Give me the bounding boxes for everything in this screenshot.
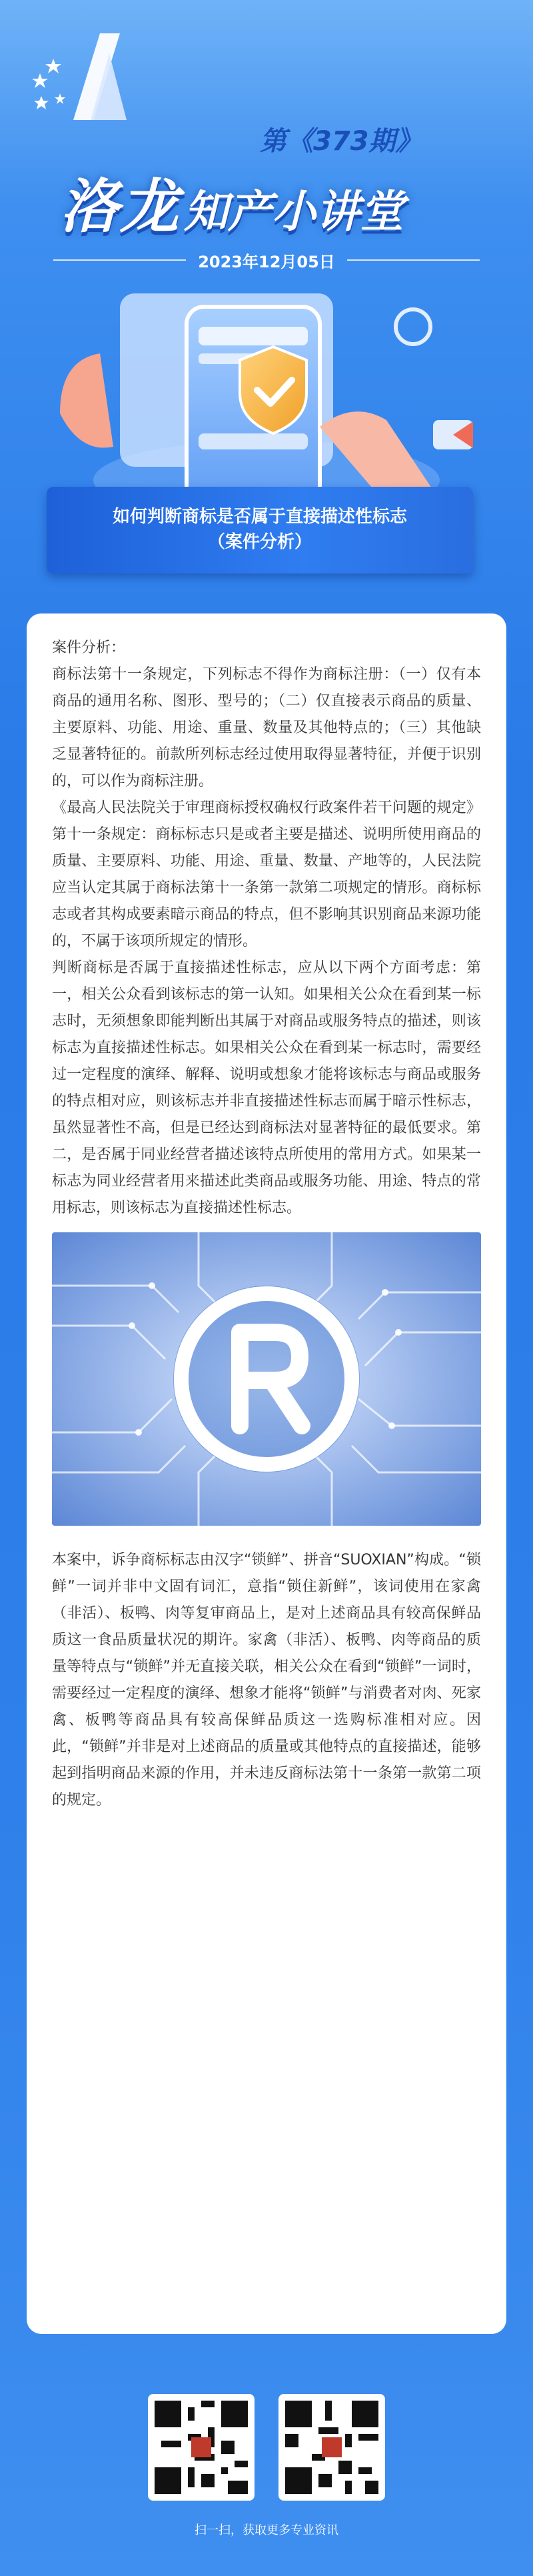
- paragraph: 案件分析：: [52, 639, 126, 656]
- topic-subtitle: （案件分析）: [207, 532, 312, 552]
- title-brand: 洛龙: [60, 172, 181, 241]
- header: [0, 0, 533, 587]
- paragraph: 商标法第十一条规定，下列标志不得作为商标注册：（一）仅有本商品的通用名称、图形、型号的；（二）仅直接表示商品的质量、主要原料、功能、用途、重量、数量及其他特点的；（三）其他缺乏显著特征的。前款所列标志经过使用取得显著特征，并便于识别的，可以作为商标注册。: [52, 666, 481, 790]
- topic-banner: [47, 487, 473, 573]
- divider: [53, 259, 186, 261]
- paragraph: 本案中，诉争商标标志由汉字“锁鲜”、拼音“SUOXIAN”构成。“锁鲜”一词并非中文固有词汇，意指“锁住新鲜”，该词使用在家禽（非活）、板鸭、肉等复审商品上，是对上述商品具有较高保鲜品质这一食品质量状况的期许。家禽（非活）、板鸭、肉等商品的质量等特点与“锁鲜”并无直接关联，相关公众在看到“锁鲜”一词时，需要经过一定程度的演绎、想象才能将“锁鲜”与消费者对肉、死家禽、板鸭等商品具有较高保鲜品质这一选购标准相对应。因此，“锁鲜”并非是对上述商品的质量或其他特点的直接描述，能够起到指明商品来源的作用，并未违反商标法第十一条第一款第二项的规定。: [52, 1552, 481, 1808]
- logo-icon: [27, 27, 133, 127]
- trademark-symbol-image: [52, 1232, 481, 1526]
- qr-code-icon: [285, 2401, 378, 2494]
- issue-number: 第《373期》: [260, 126, 422, 157]
- title-subtitle: 知产小讲堂: [184, 186, 404, 237]
- footer-caption: 扫一扫，获取更多专业资讯: [195, 2523, 338, 2537]
- qr-code-icon: [155, 2401, 248, 2494]
- qr-code: [278, 2394, 385, 2501]
- page-title: [60, 160, 404, 244]
- publish-date: 2023年12月05日: [198, 252, 335, 271]
- qr-code: [148, 2394, 255, 2501]
- date-row: [53, 250, 480, 270]
- paragraph: 《最高人民法院关于审理商标授权确权行政案件若干问题的规定》第十一条规定：商标标志只是或者主要是描述、说明所使用商品的质量、主要原料、功能、用途、重量、数量、产地等的，人民法院应当认定其属于商标法第十一条第一款第二项规定的情形。商标标志或者其构成要素暗示商品的特点，但不影响其识别商品来源功能的，不属于该项所规定的情形。: [52, 800, 481, 950]
- qr-codes: [0, 2394, 533, 2501]
- paragraph: 判断商标是否属于直接描述性标志，应从以下两个方面考虑：第一，相关公众看到该标志的第一认知。如果相关公众在看到某一标志时，无须想象即能判断出其属于对商品或服务特点的描述，则该标志为直接描述性标志。如果相关公众在看到某一标志时，需要经过一定程度的演绎、解释、说明或想象才能将该标志与商品或服务的特点相对应，则该标志并非直接描述性标志而属于暗示性标志，虽然显著性不高，但是已经达到商标法对显著特征的最低要求。第二，是否属于同业经营者描述该特点所使用的常用方式。如果某一标志为同业经营者用来描述此类商品或服务功能、用途、特点的常用标志，则该标志为直接描述性标志。: [52, 960, 481, 1216]
- article-card: [27, 613, 506, 2334]
- topic-title: 如何判断商标是否属于直接描述性标志: [112, 507, 407, 527]
- divider: [347, 259, 480, 261]
